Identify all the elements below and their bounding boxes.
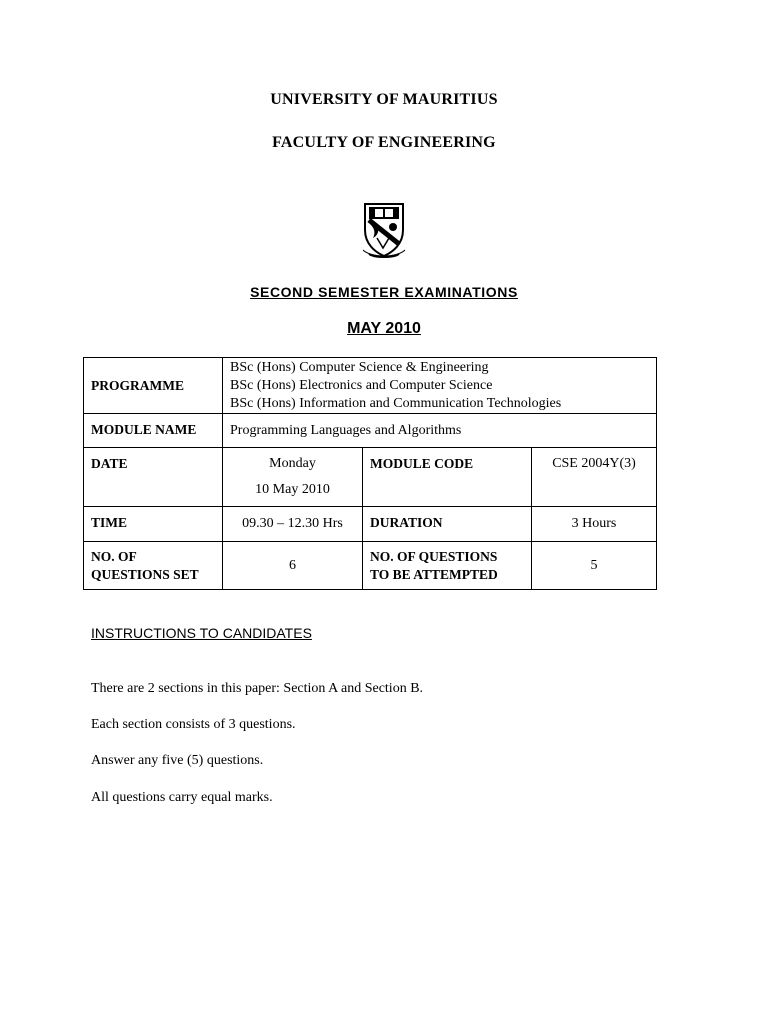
exam-title: SECOND SEMESTER EXAMINATIONS [250, 284, 518, 300]
time-label: TIME [84, 507, 223, 542]
questions-set-label-line: NO. OF [91, 548, 137, 564]
module-code-value: CSE 2004Y(3) [532, 448, 657, 507]
time-value: 09.30 – 12.30 Hrs [223, 507, 363, 542]
duration-label: DURATION [363, 507, 532, 542]
university-name: UNIVERSITY OF MAURITIUS [270, 91, 498, 108]
instruction-line: Each section consists of 3 questions. [91, 717, 296, 732]
table-row [84, 542, 657, 590]
module-code-label: MODULE CODE [363, 448, 532, 507]
module-name-value: Programming Languages and Algorithms [223, 414, 657, 448]
table-row [84, 507, 657, 542]
date-label: DATE [84, 448, 223, 507]
programme-item: BSc (Hons) Electronics and Computer Science [230, 378, 493, 393]
duration-value: 3 Hours [532, 507, 657, 542]
instruction-line: All questions carry equal marks. [91, 790, 273, 805]
table-row [84, 358, 657, 414]
exam-info-table [83, 357, 657, 590]
date-cell [223, 448, 363, 507]
programme-item: BSc (Hons) Computer Science & Engineering [230, 360, 489, 375]
university-crest-icon [361, 200, 407, 260]
instruction-line: There are 2 sections in this paper: Section A and Section B. [91, 681, 424, 696]
programme-label: PROGRAMME [84, 358, 223, 414]
table-row [84, 448, 657, 507]
attempt-value: 5 [532, 542, 657, 590]
questions-set-label [84, 542, 223, 590]
exam-date: MAY 2010 [347, 320, 421, 337]
attempt-label-line: NO. OF QUESTIONS [370, 548, 498, 564]
instruction-line: Answer any five (5) questions. [91, 753, 264, 768]
module-name-label: MODULE NAME [84, 414, 223, 448]
questions-set-label-line: QUESTIONS SET [91, 566, 199, 582]
date-value: 10 May 2010 [255, 482, 330, 497]
date-day: Monday [269, 456, 316, 471]
programme-list [223, 358, 657, 414]
questions-set-value: 6 [223, 542, 363, 590]
faculty-name: FACULTY OF ENGINEERING [272, 134, 496, 151]
attempt-label-line: TO BE ATTEMPTED [370, 566, 498, 582]
instructions-heading: INSTRUCTIONS TO CANDIDATES [91, 625, 312, 641]
attempt-label [363, 542, 532, 590]
programme-item: BSc (Hons) Information and Communication Technologies [230, 396, 562, 411]
table-row [84, 414, 657, 448]
